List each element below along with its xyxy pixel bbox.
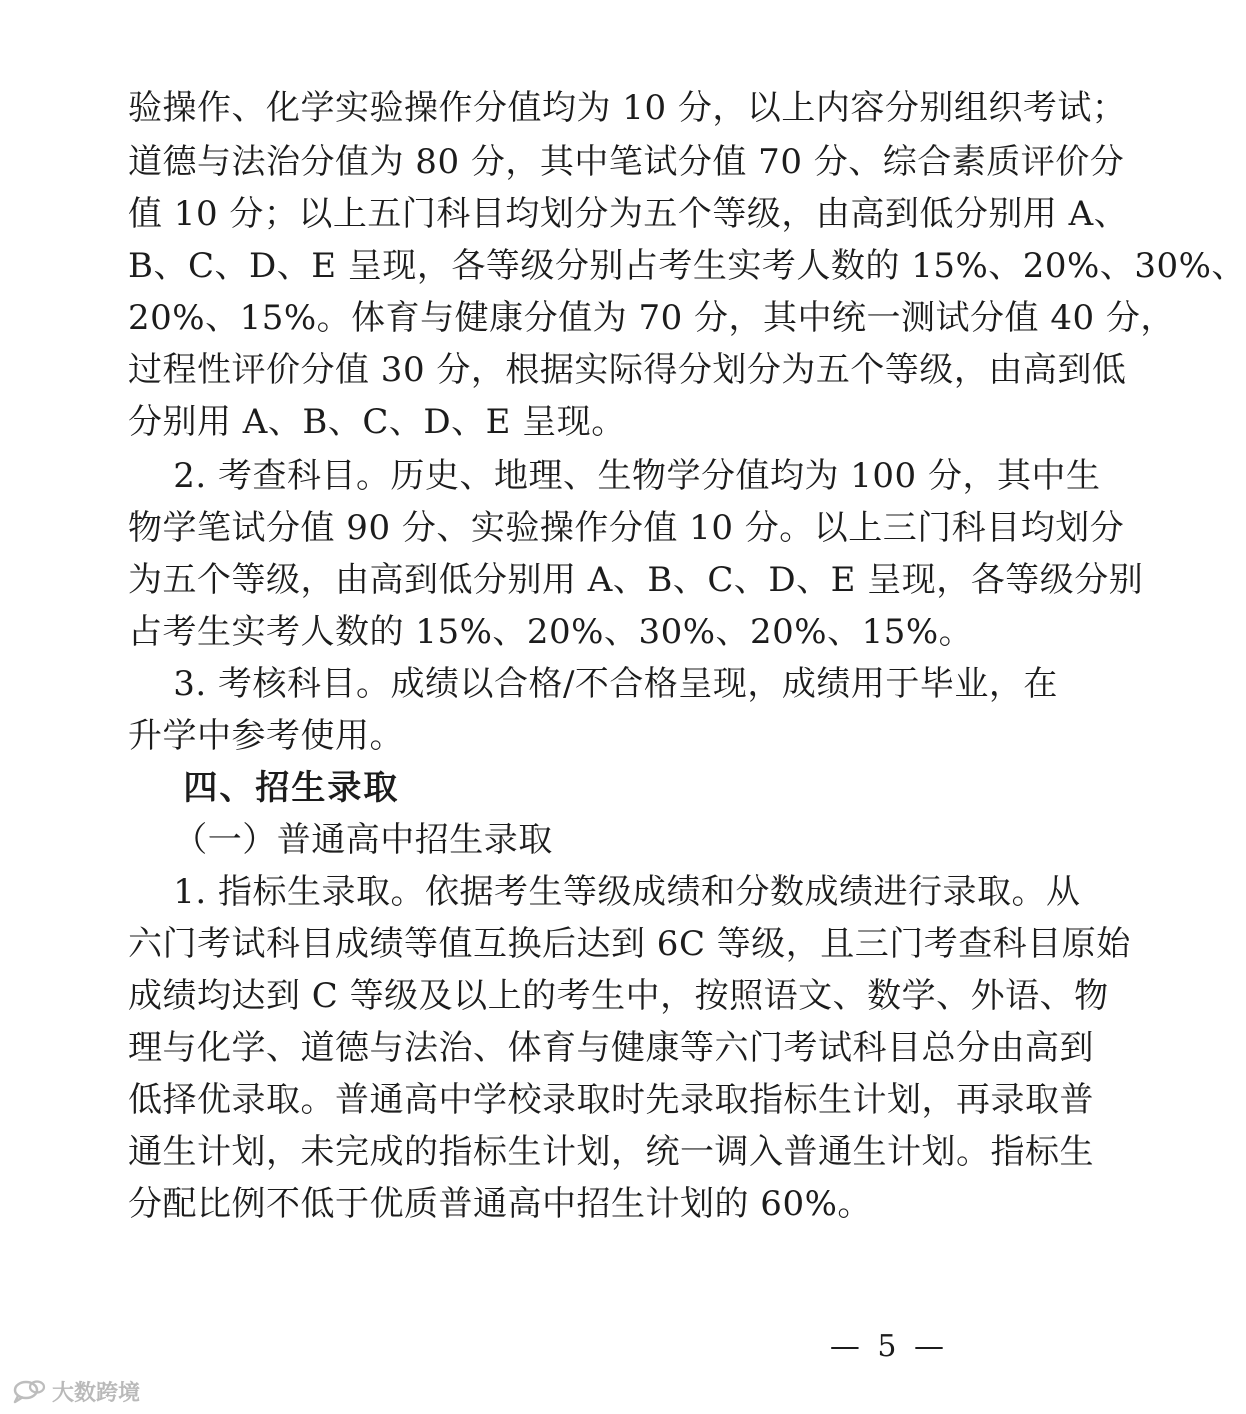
text-line: 20%、15%。体育与健康分值为 70 分，其中统一测试分值 40 分， [128,298,1175,338]
text-line: 占考生实考人数的 15%、20%、30%、20%、15%。 [128,612,974,652]
page-number: — 5 — [829,1329,948,1364]
text-line: 为五个等级，由高到低分别用 A、B、C、D、E 呈现，各等级分别 [128,560,1144,600]
text-line: 低择优录取。普通高中学校录取时先录取指标生计划，再录取普 [128,1080,1094,1120]
text-line: 1. 指标生录取。依据考生等级成绩和分数成绩进行录取。从 [128,872,1081,912]
text-line: 3. 考核科目。成绩以合格/不合格呈现，成绩用于毕业，在 [128,664,1058,704]
speech-bubble-logo-icon [12,1378,46,1404]
text-line: 过程性评价分值 30 分，根据实际得分划分为五个等级，由高到低 [128,350,1127,390]
text-line: 分别用 A、B、C、D、E 呈现。 [128,402,626,442]
text-line: 通生计划，未完成的指标生计划，统一调入普通生计划。指标生 [128,1132,1094,1172]
watermark [12,1376,140,1406]
text-line: 验操作、化学实验操作分值均为 10 分，以上内容分别组织考试； [128,88,1127,128]
text-line: 道德与法治分值为 80 分，其中笔试分值 70 分、综合素质评价分 [128,142,1125,182]
text-line: 值 10 分；以上五门科目均划分为五个等级，由高到低分别用 A、 [128,194,1129,234]
text-line: 物学笔试分值 90 分、实验操作分值 10 分。以上三门科目均划分 [128,508,1125,548]
section-heading: 四、招生录取 [128,768,400,808]
subsection-heading: （一）普通高中招生录取 [128,820,553,860]
text-line: 2. 考查科目。历史、地理、生物学分值均为 100 分，其中生 [128,456,1101,496]
text-line: 理与化学、道德与法治、体育与健康等六门考试科目总分由高到 [128,1028,1094,1068]
text-line: 分配比例不低于优质普通高中招生计划的 60%。 [128,1184,872,1224]
text-line: 升学中参考使用。 [128,716,404,756]
text-line: 六门考试科目成绩等值互换后达到 6C 等级，且三门考查科目原始 [128,924,1131,964]
text-line: 成绩均达到 C 等级及以上的考生中，按照语文、数学、外语、物 [128,976,1109,1016]
watermark-text: 大数跨境 [52,1380,141,1406]
text-line: B、C、D、E 呈现，各等级分别占考生实考人数的 15%、20%、30%、 [128,246,1246,286]
